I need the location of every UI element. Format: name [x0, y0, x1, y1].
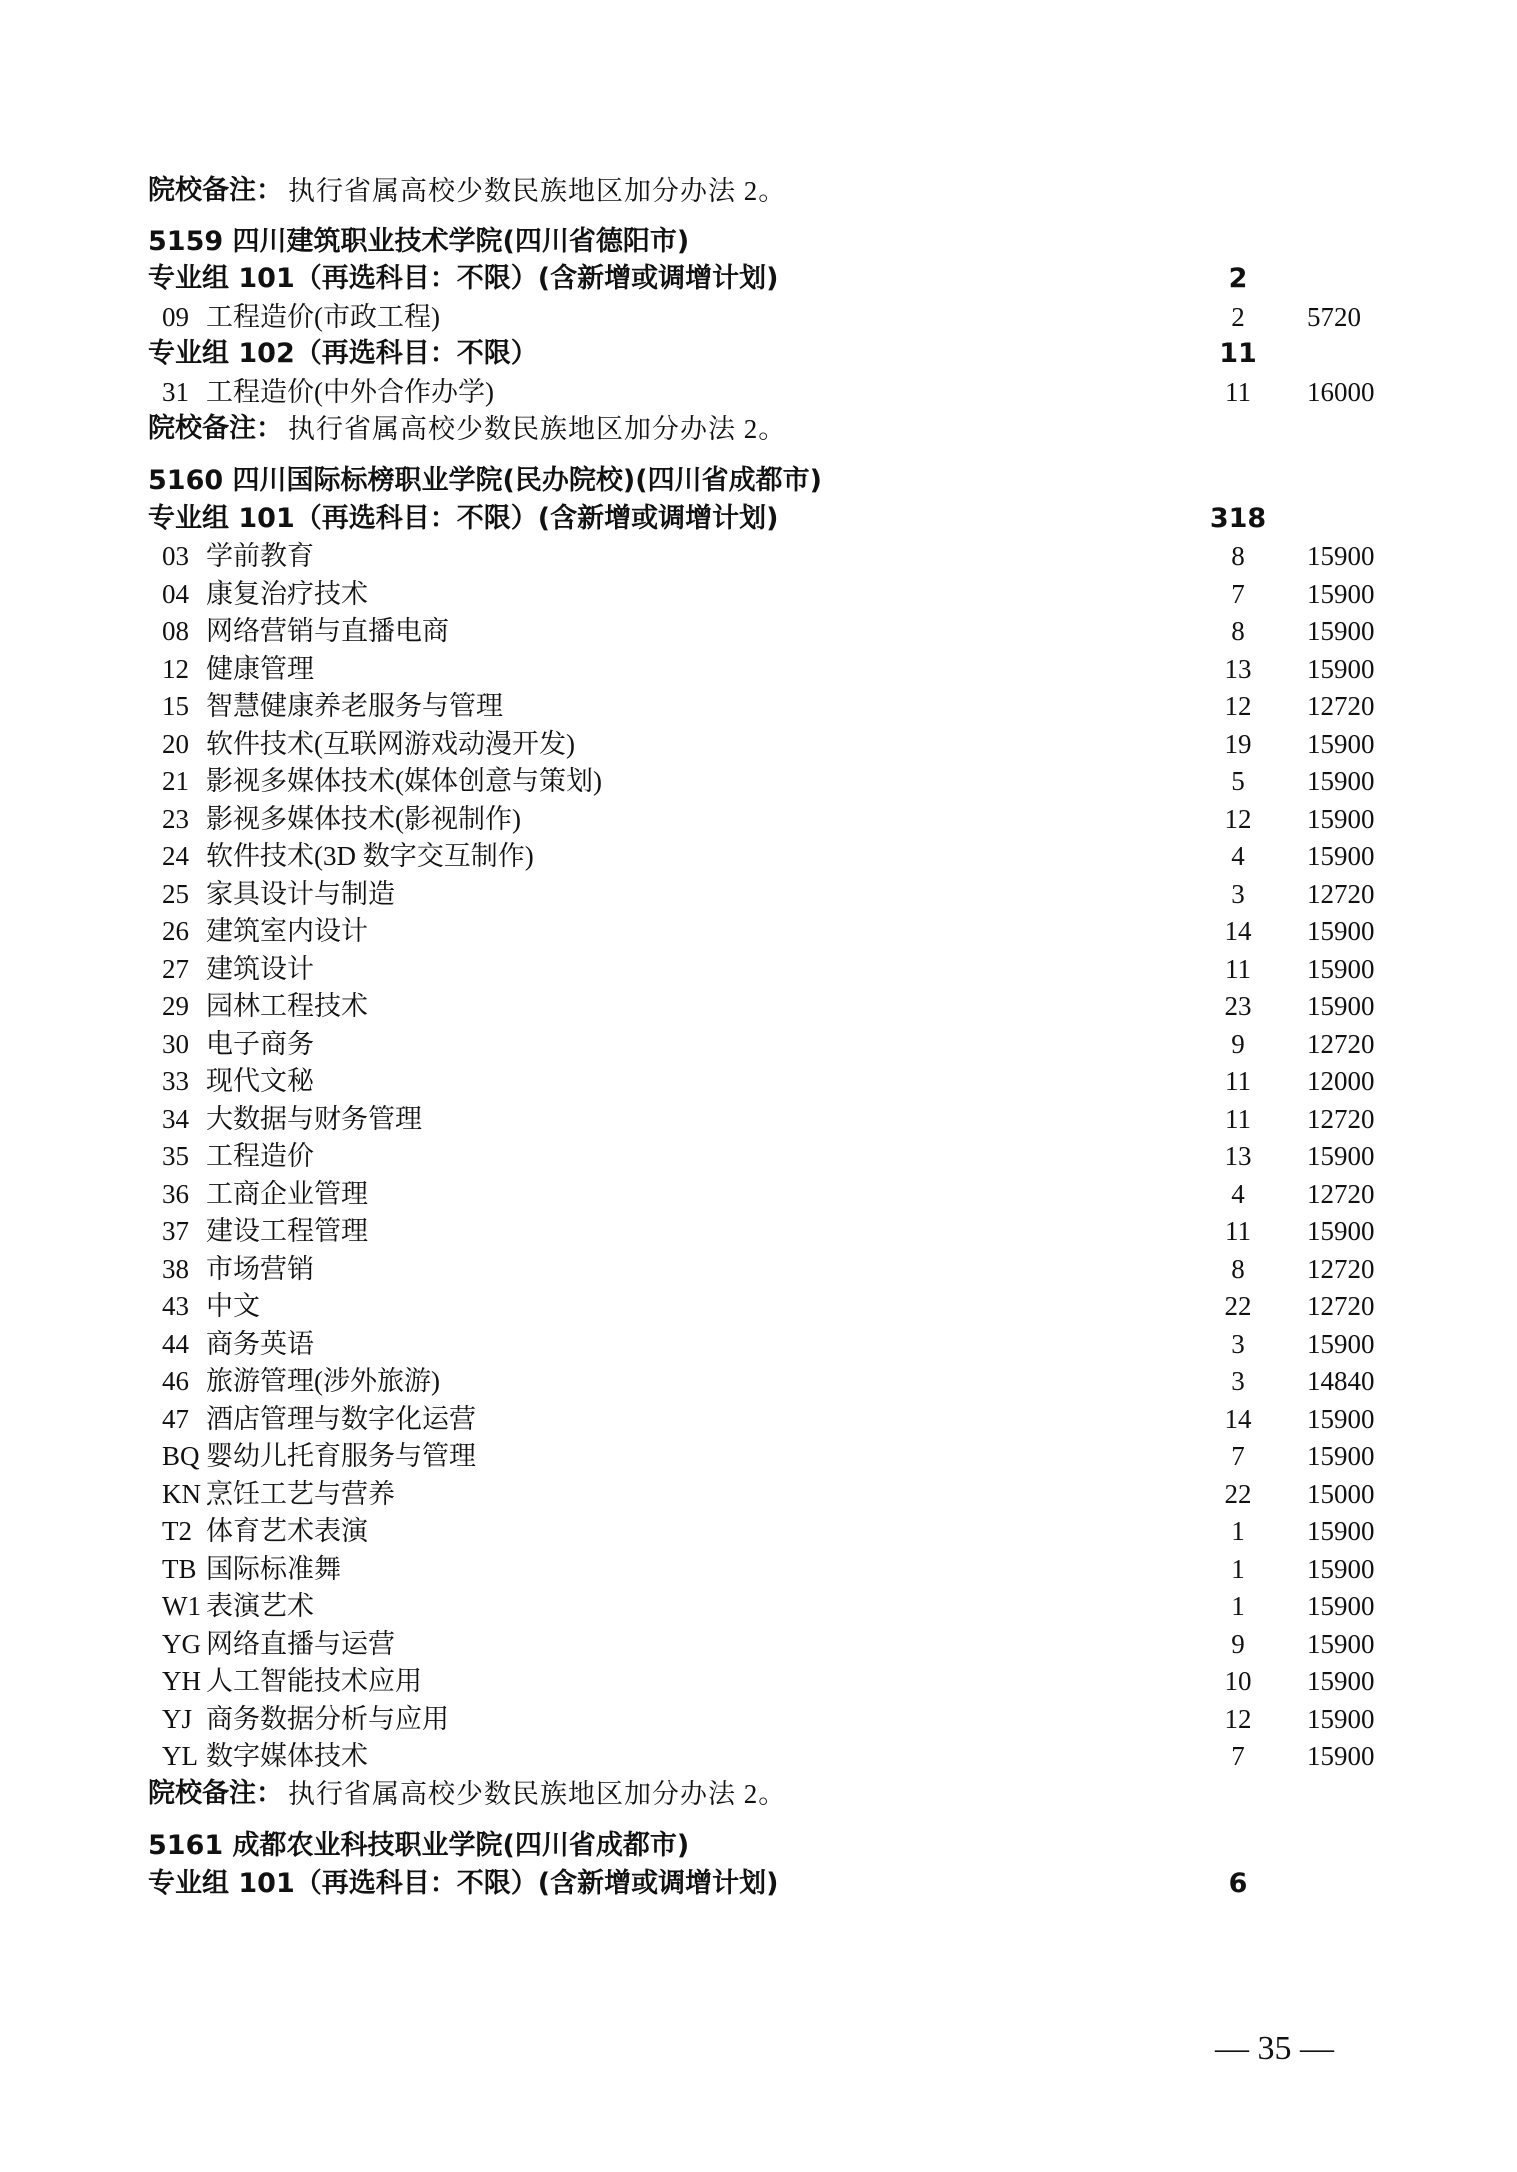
major-row [0, 1137, 1517, 1175]
major-plan: 4 [1231, 841, 1245, 871]
group-name: 专业组 102（再选科目：不限） [148, 338, 538, 369]
school-name: 5159 四川建筑职业技术学院(四川省德阳市) [148, 226, 690, 257]
major-plan: 7 [1231, 1441, 1245, 1471]
school-remark [0, 410, 1517, 448]
major-code: 08 [162, 616, 189, 646]
major-plan: 12 [1224, 1704, 1252, 1734]
major-fee: 12720 [1307, 691, 1375, 721]
major-row [0, 1362, 1517, 1400]
major-row [0, 912, 1517, 950]
major-code: 20 [162, 729, 189, 759]
major-fee: 15900 [1307, 1666, 1375, 1696]
major-code: KN [162, 1479, 201, 1509]
major-name: 园林工程技术 [206, 991, 368, 1021]
major-code: YJ [162, 1704, 193, 1734]
major-code: 31 [162, 377, 189, 407]
major-row [0, 837, 1517, 875]
major-name: 婴幼儿托育服务与管理 [206, 1441, 476, 1471]
major-fee: 12720 [1307, 1254, 1375, 1284]
major-code: 27 [162, 954, 189, 984]
major-fee: 15900 [1307, 766, 1375, 796]
major-plan: 23 [1224, 991, 1252, 1021]
major-code: 37 [162, 1216, 189, 1246]
major-fee: 15900 [1307, 1741, 1375, 1771]
remark-text: 执行省属高校少数民族地区加分办法 2。 [288, 176, 787, 206]
major-fee: 15900 [1307, 1141, 1375, 1171]
major-name: 工程造价(中外合作办学) [206, 377, 494, 407]
school-header [0, 462, 1517, 500]
school-header [0, 223, 1517, 261]
remark-label: 院校备注： [148, 413, 283, 444]
major-code: 36 [162, 1179, 189, 1209]
major-plan: 22 [1224, 1479, 1252, 1509]
major-row [0, 950, 1517, 988]
group-plan: 11 [1219, 338, 1257, 369]
major-code: 04 [162, 579, 189, 609]
major-fee: 15900 [1307, 729, 1375, 759]
major-row [0, 1700, 1517, 1738]
major-name: 大数据与财务管理 [206, 1104, 422, 1134]
major-name: 市场营销 [206, 1254, 314, 1284]
major-plan: 13 [1224, 1141, 1252, 1171]
major-fee: 15900 [1307, 1329, 1375, 1359]
group-name: 专业组 101（再选科目：不限）(含新增或调增计划) [148, 503, 779, 534]
major-name: 康复治疗技术 [206, 579, 368, 609]
major-plan: 11 [1225, 377, 1251, 407]
major-fee: 12720 [1307, 1291, 1375, 1321]
major-name: 软件技术(互联网游戏动漫开发) [206, 729, 575, 759]
major-plan: 14 [1224, 1404, 1252, 1434]
page-number: — 35 — [1215, 2030, 1334, 2067]
major-code: TB [162, 1554, 197, 1584]
major-code: T2 [162, 1516, 192, 1546]
major-name: 建筑室内设计 [206, 916, 368, 946]
major-code: 23 [162, 804, 189, 834]
major-code: 47 [162, 1404, 189, 1434]
major-fee: 15900 [1307, 654, 1375, 684]
major-name: 工商企业管理 [206, 1179, 368, 1209]
major-name: 家具设计与制造 [206, 879, 395, 909]
school-remark [0, 172, 1517, 210]
major-fee: 12720 [1307, 879, 1375, 909]
major-plan: 9 [1231, 1029, 1245, 1059]
major-code: 44 [162, 1329, 189, 1359]
major-plan: 8 [1231, 616, 1245, 646]
major-name: 数字媒体技术 [206, 1741, 368, 1771]
school-name: 5160 四川国际标榜职业学院(民办院校)(四川省成都市) [148, 465, 822, 496]
major-name: 建设工程管理 [206, 1216, 368, 1246]
major-row [0, 1062, 1517, 1100]
remark-label: 院校备注： [148, 1778, 283, 1809]
major-plan: 4 [1231, 1179, 1245, 1209]
major-name: 影视多媒体技术(影视制作) [206, 804, 521, 834]
major-row [0, 1550, 1517, 1588]
major-name: 旅游管理(涉外旅游) [206, 1366, 440, 1396]
major-fee: 15900 [1307, 1554, 1375, 1584]
major-row [0, 1025, 1517, 1063]
major-code: 25 [162, 879, 189, 909]
major-name: 智慧健康养老服务与管理 [206, 691, 503, 721]
major-row [0, 1325, 1517, 1363]
remark-text: 执行省属高校少数民族地区加分办法 2。 [288, 1779, 787, 1809]
group-plan: 2 [1228, 263, 1248, 294]
major-fee: 12720 [1307, 1104, 1375, 1134]
major-row [0, 1437, 1517, 1475]
major-code: 46 [162, 1366, 189, 1396]
major-group-header [0, 335, 1517, 373]
major-fee: 15900 [1307, 616, 1375, 646]
major-code: YG [162, 1629, 201, 1659]
major-row [0, 1625, 1517, 1663]
major-fee: 15900 [1307, 1441, 1375, 1471]
major-plan: 14 [1224, 916, 1252, 946]
major-row [0, 1212, 1517, 1250]
major-fee: 15900 [1307, 954, 1375, 984]
major-name: 酒店管理与数字化运营 [206, 1404, 476, 1434]
major-plan: 3 [1231, 879, 1245, 909]
major-plan: 10 [1224, 1666, 1252, 1696]
major-plan: 3 [1231, 1329, 1245, 1359]
major-name: 健康管理 [206, 654, 314, 684]
major-code: BQ [162, 1441, 200, 1471]
major-name: 商务英语 [206, 1329, 314, 1359]
major-group-header [0, 260, 1517, 298]
major-row [0, 762, 1517, 800]
major-code: 21 [162, 766, 189, 796]
group-name: 专业组 101（再选科目：不限）(含新增或调增计划) [148, 263, 779, 294]
major-plan: 7 [1231, 1741, 1245, 1771]
major-code: 09 [162, 302, 189, 332]
major-plan: 13 [1224, 654, 1252, 684]
major-code: 12 [162, 654, 189, 684]
major-name: 电子商务 [206, 1029, 314, 1059]
major-plan: 1 [1231, 1554, 1245, 1584]
major-row [0, 373, 1517, 411]
major-row [0, 650, 1517, 688]
major-name: 现代文秘 [206, 1066, 314, 1096]
major-fee: 15900 [1307, 1629, 1375, 1659]
major-code: 29 [162, 991, 189, 1021]
major-code: 34 [162, 1104, 189, 1134]
major-row [0, 1587, 1517, 1625]
major-plan: 12 [1224, 691, 1252, 721]
major-name: 中文 [206, 1291, 260, 1321]
group-name: 专业组 101（再选科目：不限）(含新增或调增计划) [148, 1868, 779, 1899]
major-plan: 11 [1225, 954, 1251, 984]
major-group-header [0, 1865, 1517, 1903]
major-fee: 15000 [1307, 1479, 1375, 1509]
major-row [0, 1662, 1517, 1700]
major-fee: 15900 [1307, 804, 1375, 834]
major-code: 30 [162, 1029, 189, 1059]
major-plan: 3 [1231, 1366, 1245, 1396]
major-fee: 16000 [1307, 377, 1375, 407]
major-row [0, 575, 1517, 613]
major-code: YL [162, 1741, 198, 1771]
school-name: 5161 成都农业科技职业学院(四川省成都市) [148, 1830, 690, 1861]
major-name: 软件技术(3D 数字交互制作) [206, 841, 534, 871]
major-plan: 2 [1231, 302, 1245, 332]
major-row [0, 1287, 1517, 1325]
major-name: 建筑设计 [206, 954, 314, 984]
major-fee: 14840 [1307, 1366, 1375, 1396]
major-code: 43 [162, 1291, 189, 1321]
major-name: 国际标准舞 [206, 1554, 341, 1584]
major-fee: 15900 [1307, 1516, 1375, 1546]
major-row [0, 612, 1517, 650]
major-plan: 5 [1231, 766, 1245, 796]
major-fee: 15900 [1307, 579, 1375, 609]
major-plan: 22 [1224, 1291, 1252, 1321]
major-fee: 15900 [1307, 1704, 1375, 1734]
remark-text: 执行省属高校少数民族地区加分办法 2。 [288, 414, 787, 444]
group-plan: 318 [1209, 503, 1267, 534]
major-fee: 5720 [1307, 302, 1361, 332]
major-group-header [0, 500, 1517, 538]
major-plan: 7 [1231, 579, 1245, 609]
major-row [0, 1737, 1517, 1775]
major-code: 26 [162, 916, 189, 946]
major-fee: 15900 [1307, 841, 1375, 871]
major-plan: 11 [1225, 1066, 1251, 1096]
group-plan: 6 [1228, 1868, 1248, 1899]
major-code: 38 [162, 1254, 189, 1284]
major-fee: 15900 [1307, 541, 1375, 571]
major-name: 工程造价 [206, 1141, 314, 1171]
major-name: 人工智能技术应用 [206, 1666, 422, 1696]
major-code: 35 [162, 1141, 189, 1171]
major-name: 影视多媒体技术(媒体创意与策划) [206, 766, 602, 796]
school-remark [0, 1775, 1517, 1813]
major-plan: 12 [1224, 804, 1252, 834]
major-fee: 12720 [1307, 1029, 1375, 1059]
major-fee: 15900 [1307, 1216, 1375, 1246]
major-name: 表演艺术 [206, 1591, 314, 1621]
major-plan: 11 [1225, 1216, 1251, 1246]
major-fee: 15900 [1307, 1591, 1375, 1621]
major-plan: 8 [1231, 541, 1245, 571]
major-code: 03 [162, 541, 189, 571]
major-code: YH [162, 1666, 201, 1696]
major-row [0, 800, 1517, 838]
major-row [0, 875, 1517, 913]
major-code: 33 [162, 1066, 189, 1096]
major-name: 网络直播与运营 [206, 1629, 395, 1659]
major-row [0, 1475, 1517, 1513]
remark-label: 院校备注： [148, 175, 283, 206]
major-name: 商务数据分析与应用 [206, 1704, 449, 1734]
major-code: 24 [162, 841, 189, 871]
school-header [0, 1827, 1517, 1865]
major-row [0, 1175, 1517, 1213]
major-row [0, 1250, 1517, 1288]
major-plan: 8 [1231, 1254, 1245, 1284]
major-row [0, 537, 1517, 575]
major-fee: 15900 [1307, 991, 1375, 1021]
major-fee: 15900 [1307, 1404, 1375, 1434]
major-row [0, 1512, 1517, 1550]
major-name: 网络营销与直播电商 [206, 616, 449, 646]
major-plan: 1 [1231, 1591, 1245, 1621]
major-row [0, 298, 1517, 336]
major-name: 工程造价(市政工程) [206, 302, 440, 332]
major-row [0, 725, 1517, 763]
major-name: 烹饪工艺与营养 [206, 1479, 395, 1509]
major-plan: 9 [1231, 1629, 1245, 1659]
major-fee: 12720 [1307, 1179, 1375, 1209]
major-row [0, 1100, 1517, 1138]
major-code: 15 [162, 691, 189, 721]
major-code: W1 [162, 1591, 201, 1621]
major-fee: 15900 [1307, 916, 1375, 946]
major-row [0, 1400, 1517, 1438]
major-plan: 11 [1225, 1104, 1251, 1134]
major-plan: 1 [1231, 1516, 1245, 1546]
major-row [0, 987, 1517, 1025]
major-row [0, 687, 1517, 725]
major-name: 学前教育 [206, 541, 314, 571]
major-fee: 12000 [1307, 1066, 1375, 1096]
major-plan: 19 [1224, 729, 1252, 759]
major-name: 体育艺术表演 [206, 1516, 368, 1546]
